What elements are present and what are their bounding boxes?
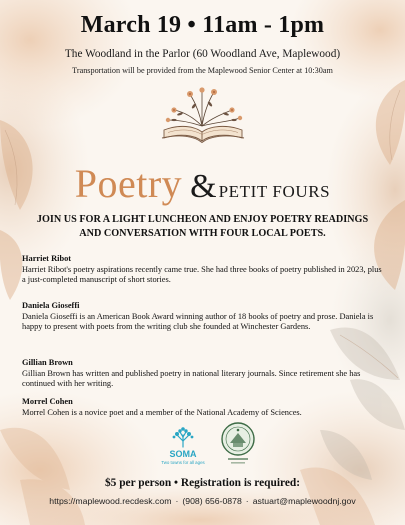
title-poetry: Poetry [74, 161, 183, 206]
poet-entry [22, 358, 387, 390]
poet-entry [22, 397, 387, 418]
poet-name: Daniela Gioseffi [22, 301, 80, 310]
poet-bio: Harriet Ribot's poetry aspirations recently came true. She had three books of poetry published in 2023, plus a just-completed manuscript of short stories. [22, 264, 382, 285]
poet-name: Gillian Brown [22, 358, 73, 367]
separator: · [175, 496, 179, 506]
price-registration: $5 per person • Registration is required: [104, 477, 301, 489]
email-address[interactable]: astuart@maplewoodnj.gov [252, 496, 356, 506]
soma-tree-logo [160, 423, 206, 469]
title-ampersand: & [190, 168, 217, 205]
soma-name: SOMA [169, 449, 197, 459]
invitation-text: JOIN US FOR A LIGHT LUNCHEON AND ENJOY POETRY READINGS AND CONVERSATION WITH FOUR LOCAL POETS. [36, 214, 369, 239]
phone-number[interactable]: (908) 656-0878 [182, 496, 242, 506]
poet-name: Harriet Ribot [22, 254, 72, 263]
title-petit-fours: PETIT FOURS [218, 182, 331, 201]
soma-tagline: Two towns for all ages [161, 460, 205, 465]
open-book-flowers-illustration [150, 84, 255, 146]
poet-entry [22, 254, 387, 286]
poet-entry [22, 301, 387, 333]
transportation-note: Transportation will be provided from the Maplewood Senior Center at 10:30am [72, 66, 333, 75]
event-title [0, 160, 405, 207]
event-date-time: March 19 • 11am - 1pm [80, 12, 325, 38]
event-venue: The Woodland in the Parlor (60 Woodland Ave, Maplewood) [64, 48, 341, 60]
separator: · [245, 496, 249, 506]
maplewood-seal-icon [220, 421, 256, 465]
poet-bio: Gillian Brown has written and published poetry in national literary journals. Since retirement she has continued with her writing. [22, 368, 361, 389]
poet-bio: Daniela Gioseffi is an American Book Award winning author of 18 books of poetry and prose. Daniela is happy to present with poets from the writing club she founded at Winchester Gardens. [22, 311, 374, 332]
contact-info [0, 496, 405, 506]
website-link[interactable]: https://maplewood.recdesk.com [49, 496, 172, 506]
poet-name: Morrel Cohen [22, 397, 73, 406]
poet-bio: Morrel Cohen is a novice poet and a member of the National Academy of Sciences. [22, 407, 302, 417]
